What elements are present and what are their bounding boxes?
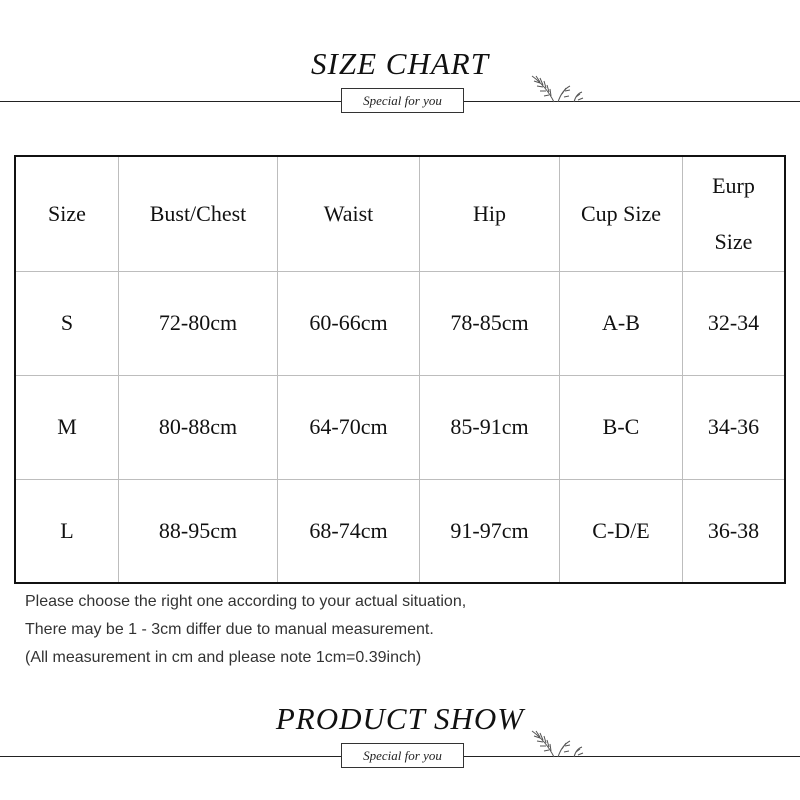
palm-leaf-icon — [528, 72, 588, 106]
table-row — [15, 271, 785, 375]
cell-hip: 85-91cm — [420, 375, 560, 479]
cell-cup-size: A-B — [560, 271, 683, 375]
cell-eurp-size: 34-36 — [683, 375, 786, 479]
size-chart-table — [14, 155, 786, 584]
note-line: (All measurement in cm and please note 1cm=0.39inch) — [25, 649, 422, 666]
header-eurp-size — [683, 156, 786, 271]
cell-hip: 78-85cm — [420, 271, 560, 375]
cell-waist: 68-74cm — [278, 479, 420, 583]
table-row — [15, 375, 785, 479]
header-waist: Waist — [278, 156, 420, 271]
header-size: Size — [15, 156, 119, 271]
header-cup-size: Cup Size — [560, 156, 683, 271]
header-bust-chest: Bust/Chest — [119, 156, 278, 271]
table-header-row — [15, 156, 785, 271]
note-line: There may be 1 - 3cm differ due to manual measurement. — [25, 621, 434, 638]
table-row — [15, 479, 785, 583]
cell-bust-chest: 72-80cm — [119, 271, 278, 375]
size-chart-title: SIZE CHART — [311, 46, 489, 81]
cell-eurp-size: 36-38 — [683, 479, 786, 583]
cell-eurp-size: 32-34 — [683, 271, 786, 375]
header-eurp-line-1: Eurp — [712, 172, 755, 198]
palm-leaf-icon — [528, 727, 588, 761]
header-tagline: Special for you — [341, 88, 464, 113]
measurement-notes — [25, 588, 725, 672]
cell-cup-size: B-C — [560, 375, 683, 479]
cell-hip: 91-97cm — [420, 479, 560, 583]
cell-size: M — [15, 375, 119, 479]
cell-waist: 60-66cm — [278, 271, 420, 375]
footer-tagline: Special for you — [341, 743, 464, 768]
note-line: Please choose the right one according to your actual situation, — [25, 593, 467, 610]
product-show-title: PRODUCT SHOW — [275, 701, 525, 736]
header-hip: Hip — [420, 156, 560, 271]
cell-size: S — [15, 271, 119, 375]
cell-bust-chest: 88-95cm — [119, 479, 278, 583]
header-eurp-line-2: Size — [714, 228, 753, 254]
cell-bust-chest: 80-88cm — [119, 375, 278, 479]
cell-size: L — [15, 479, 119, 583]
cell-cup-size: C-D/E — [560, 479, 683, 583]
cell-waist: 64-70cm — [278, 375, 420, 479]
